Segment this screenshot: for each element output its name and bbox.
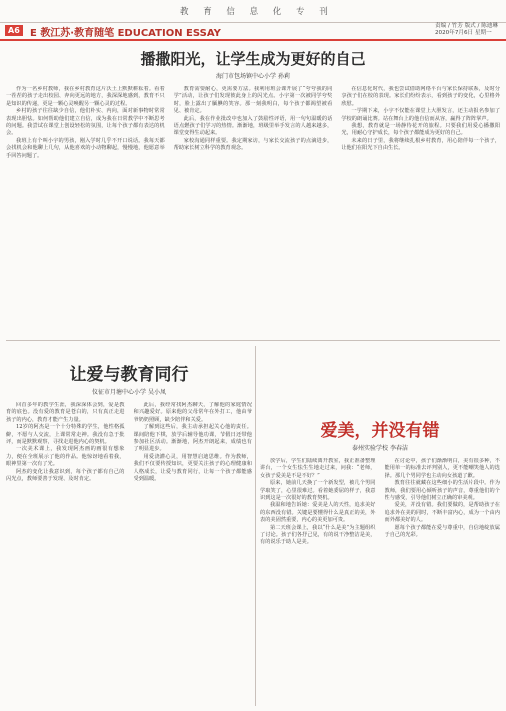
paragraph: 愿每个孩子都能在爱与尊重中，自信地绽放属于自己的光彩。 [384,524,500,539]
paragraph: 我班上有个叫小宇的男孩，刚入学时几乎不开口说话。我每天都会找机会和他聊上几句，从他喜欢的小动物聊起，慢慢地，他愿意举手回答问题了。 [6,137,165,159]
paragraph: 此后，我在作业批改中也加入了鼓励性评语，用一句句温暖的话语点燃孩子们学习的热情。渐渐地，班级里举手发言的人越来越多，课堂变得生动起来。 [173,115,333,137]
article-3 [260,346,500,708]
paragraph: 第二天班会课上，我以“什么是美”为主题组织了讨论。孩子们各抒己见，有的说干净整洁是美，有的说乐于助人是美。 [260,524,376,546]
page-code: A6 [5,25,23,36]
article-2-col-2 [134,402,253,483]
paragraph: 家校沟通同样重要。我定期家访，与家长交流孩子的点滴进步，帮助家长树立科学的教育观念。 [173,137,333,152]
editor-credit: 责编 / 竹芳 版式 / 陈迪琳 [434,23,498,29]
article-1-col-3 [341,86,500,160]
article-3-byline: 泰州实验学校 李春洁 [352,445,408,452]
paragraph: 12岁的阿杰是一个十分特殊的学生，他性格孤僻，不愿与人交流，上课常常走神。我没有急于批评，而是默默观察，寻找走进他内心的契机。 [6,424,125,446]
paragraph: 此后，我经常找阿杰聊天，了解他的家庭情况和兴趣爱好。原来他的父母常年在外打工，他由爷爷奶奶照顾，缺少陪伴和关爱。 [133,402,252,423]
article-3-col-2 [385,458,501,547]
section-title: E 教江苏·教育随笔 EDUCATION ESSAY [30,28,221,39]
paragraph: 了解到这些后，我主动承担起关心他的责任。课间陪他下棋，放学后辅导他功课，节假日还带他参加社区活动。渐渐地，阿杰开朗起来，成绩也有了明显进步。 [133,424,252,453]
section-slogan: 教 育 信 息 化 专 刊 [180,7,334,17]
paragraph: 一次美术课上，我发现阿杰画的画很有想象力，便在全班展示了他的作品。他惊讶地看着我，眼神里第一次有了光。 [6,446,125,468]
paragraph: 教育需要耐心，更需要方法。我利用班会课开展了“夸夸我的同学”活动，让孩子们发现彼此身上的闪光点。小宇第一次被同学夸奖时，脸上露出了腼腆的笑容。那一刻我明白，每个孩子都渴望被看见、被肯定。 [173,86,333,115]
article-2-col-1 [6,402,125,483]
article-1-col-2 [174,86,333,160]
article-3-body [260,458,500,547]
article-2-body [6,402,252,483]
paragraph: 教育往往就藏在这些细小的生活片段中。作为教师，我们要用心倾听孩子的声音，尊重他们的个性与感受，引导他们树立正确的审美观。 [384,480,500,502]
paragraph: 作为一名乡村教师，我在乡村教育这片沃土上默默耕耘着。看着一茬茬的孩子走出校园、奔向更远的地方，我深深地感到，教育不只是知识的传递，更是一颗心灵唤醒另一颗心灵的过程。 [6,86,165,107]
paragraph: 放学后，学生们陆续离开教室，我正准备整理讲台，一个女生怯生生地走过来，问我：“老师，女孩子爱美是不是不好？” [260,458,376,479]
article-2-headline: 让爱与教育同行 [69,365,189,385]
article-2-byline: 仪征市月塘中心小学 吴小凤 [92,389,166,396]
article-3-headline: 爱美，并没有错 [320,421,440,441]
paragraph: 爱美，并没有错。我们要做的，是帮助孩子在追求外在美的同时，不断丰富内心，成为一个由内而外都美好的人。 [384,502,500,524]
paragraph: 乡村的孩子往往缺少自信，他们朴实、内向，面对新事物时常常表现出胆怯。如何帮助他们建立自信，成为我在日常教学中不断思考的问题。我尝试在课堂上创设轻松的氛围，让每个孩子都有表达的机会。 [6,108,165,137]
page-header [0,23,506,39]
article-1-col-1 [6,86,165,160]
article-3-col-1 [260,458,376,547]
header-rule [0,39,506,41]
paragraph: 未来的日子里，我将继续扎根乡村教育，用心陪伴每一个孩子，让他们在阳光下自由生长。 [341,137,500,152]
paragraph: 阿杰的变化让我意识到，每个孩子都有自己的闪光点，教师要善于发现、及时肯定。 [6,468,125,483]
column-divider [255,346,256,706]
paragraph: 回首多年的教学生涯，我深深体会到，爱是教育的底色。没有爱的教育是苍白的，只有真正走进孩子的内心，教育才能产生力量。 [6,402,125,423]
issue-date: 2020年7月6日 星期一 [434,30,492,36]
top-banner [0,0,506,23]
paragraph: 在讨论中，孩子们渐渐明白，美有很多种，不能用单一的标准去评判别人，更不能嘲笑他人的选择。那几个男同学也主动向女孩道了歉。 [384,458,500,479]
section-divider [6,340,500,341]
article-2 [6,346,252,708]
article-1-body [6,86,500,160]
paragraph: 我想，教育就是一场静待花开的旅程。只要我们用爱心播撒阳光，用耐心守护成长，每个孩子都能成为更好的自己。 [341,123,500,137]
paragraph: 原来，她前几天换了一个新发型，被几个男同学取笑了，心里很难过。看着她委屈的样子，我意识到这是一次很好的教育契机。 [260,480,376,502]
paragraph: 在信息化时代，我也尝试借助网络平台与家长保持联系，及时分享孩子们在校的表现。家长们纷纷表示，看到孩子的变化，心里格外欣慰。 [341,86,500,107]
article-1-byline: 海门市包场镇中心小学 孙莉 [216,73,290,80]
article-1-headline: 播撒阳光，让学生成为更好的自己 [140,50,366,68]
paragraph: 一学期下来，小宇不仅能在课堂上大胆发言，还主动报名参加了学校的朗诵比赛。站在舞台上的他自信而从容，赢得了阵阵掌声。 [341,108,500,122]
article-1 [6,46,500,336]
issue-meta [435,23,498,37]
paragraph: 我温和地告诉她：爱美是人的天性，追求美好的东西没有错。关键是要懂得什么是真正的美，外表的美固然重要，内心的美更加可贵。 [260,502,376,524]
paragraph: 用爱浇灌心灵，用智慧启迪思维。作为教师，我们不仅要传授知识，更要关注孩子的心理健康和人格成长，让爱与教育同行，让每一个孩子都能感受到温暖。 [133,453,252,483]
